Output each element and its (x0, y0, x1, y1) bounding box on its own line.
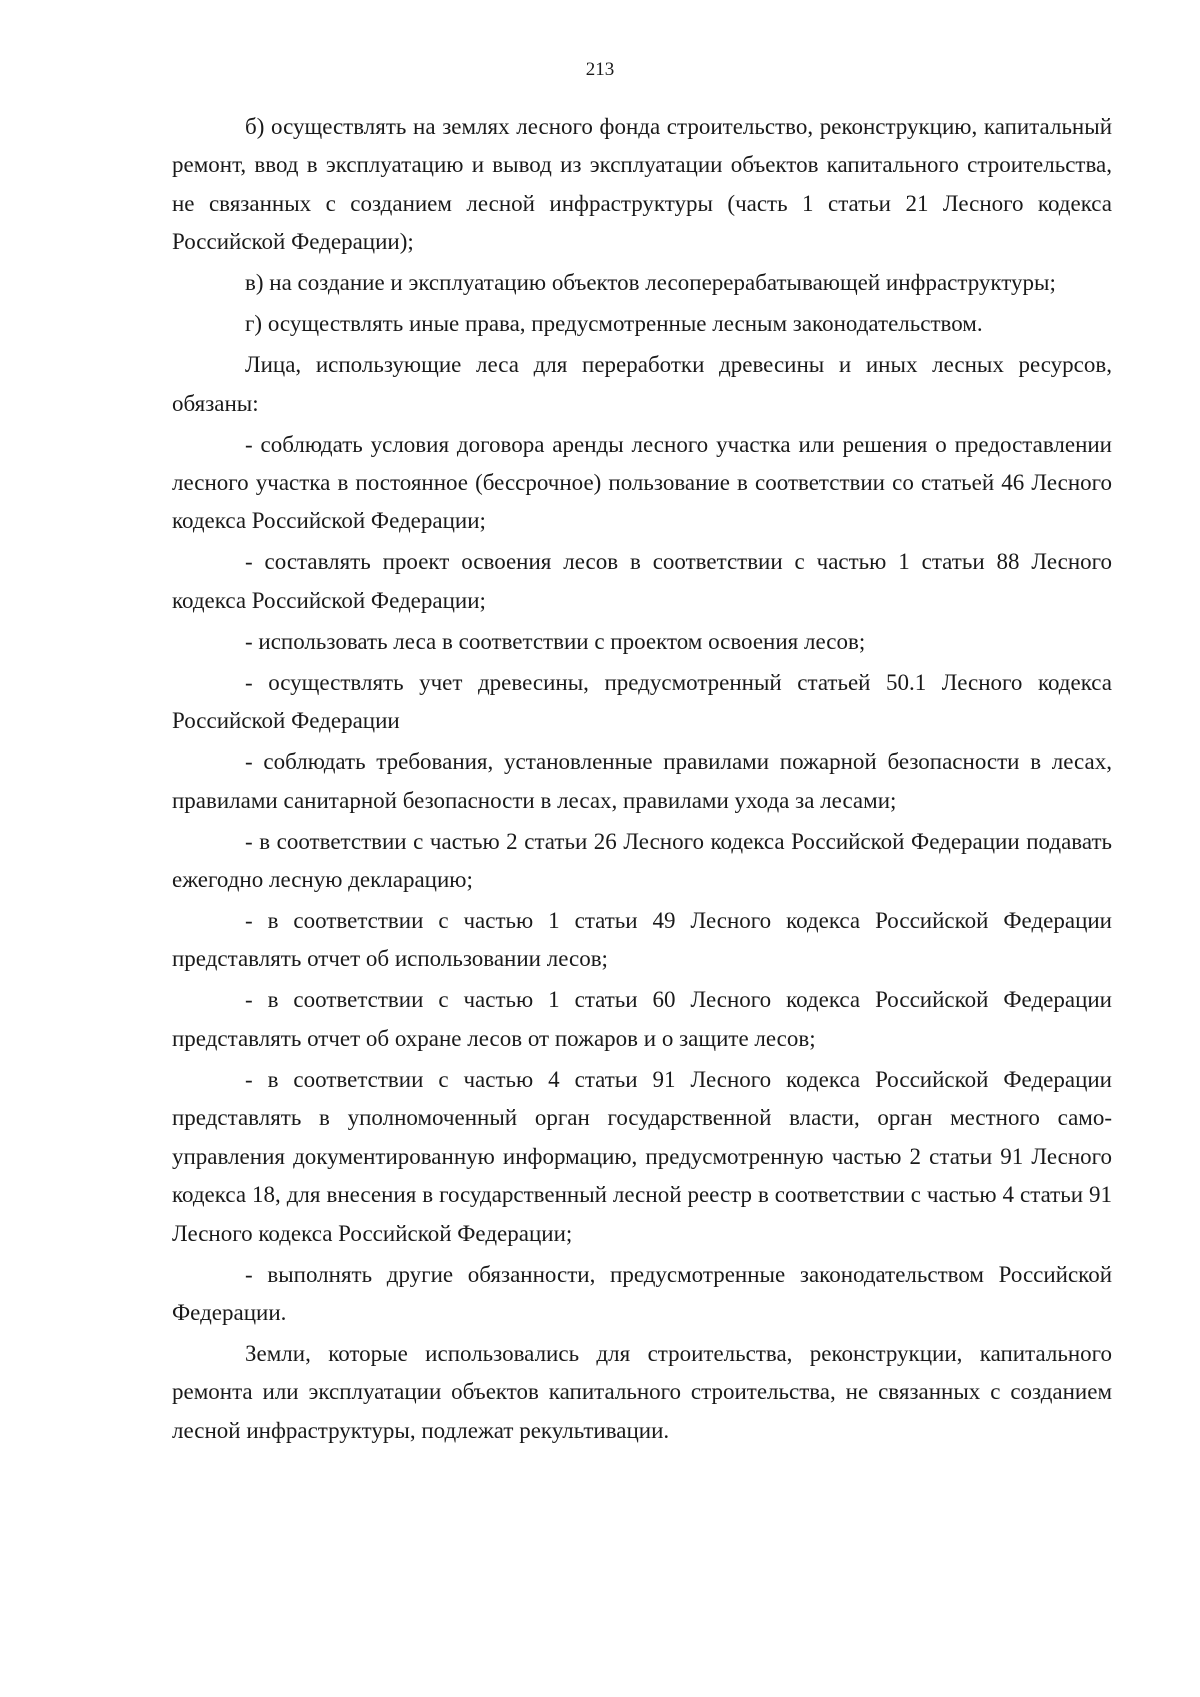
list-item-use-per-project: - использовать леса в соответствии с проектом освоения лесов; (245, 628, 866, 654)
list-item-development-project: - составлять проект освоения лесов в соответствии с частью 1 статьи 88 Лесного кодекса Российской Федерации; (172, 549, 1112, 613)
list-item-registry-information: - в соответствии с частью 4 статьи 91 Лесного кодекса Российской Федерации представлять в уполномоченный орган государственной власти, орган местного самоуправления документированную информацию, предусмотренную частью 2 статьи 91 Лесного кодекса 18, для внесения в государственный лесной реестр в соответствии с частью 4 статьи 91 Лесного кодекса Российской Федерации; (172, 1066, 1112, 1246)
page-number: 213 (585, 59, 615, 80)
list-item-timber-accounting: - осуществлять учет древесины, предусмотренный статьей 50.1 Лесного кодекса Российской Федерации (172, 669, 1112, 734)
paragraph-right-b: б) осуществлять на землях лесного фонда строительство, реконструкцию, капитальный ремонт, ввод в эксплуатацию и вывод из эксплуатации объектов капитального строительства, не связанных с созданием лесной инфраструктуры (часть 1 статьи 21 Лесного кодекса Российской Федерации); (172, 114, 1112, 255)
paragraph-obligations-intro: Лица, использующие леса для переработки древесины и иных лесных ресурсов, обязаны: (172, 352, 1112, 416)
paragraph-right-v: в) на создание и эксплуатацию объектов лесоперерабатывающей инфраструктуры; (245, 270, 1056, 296)
paragraph-right-g: г) осуществлять иные права, предусмотренные лесным законодательством. (245, 311, 983, 337)
list-item-safety-rules: - соблюдать требования, установленные правилами пожарной безопасности в лесах, правилами санитарной безопасности в лесах, правилами ухода за лесами; (172, 749, 1112, 813)
list-item-usage-report: - в соответствии с частью 1 статьи 49 Лесного кодекса Российской Федерации представлять отчет об использовании лесов; (172, 908, 1112, 972)
list-item-lease-conditions: - соблюдать условия договора аренды лесного участка или решения о предоставлении лесного участка в постоянное (бессрочное) пользование в соответствии со статьей 46 Лесного кодекса Российской Федерации; (172, 431, 1112, 534)
list-item-other-duties: - выполнять другие обязанности, предусмотренные законодательством Российской Федерации. (172, 1261, 1112, 1325)
list-item-forest-declaration: - в соответствии с частью 2 статьи 26 Лесного кодекса Российской Федерации подавать ежегодно лесную декларацию; (172, 828, 1112, 893)
list-item-protection-report: - в соответствии с частью 1 статьи 60 Лесного кодекса Российской Федерации представлять отчет об охране лесов от пожаров и о защите лесов; (172, 987, 1112, 1051)
document-body (172, 108, 1112, 1453)
paragraph-land-reclamation: Земли, которые использовались для строительства, реконструкции, капитального ремонта или эксплуатации объектов капитального строительства, не связанных с созданием лесной инфраструктуры, подлежат рекультивации. (172, 1340, 1112, 1443)
